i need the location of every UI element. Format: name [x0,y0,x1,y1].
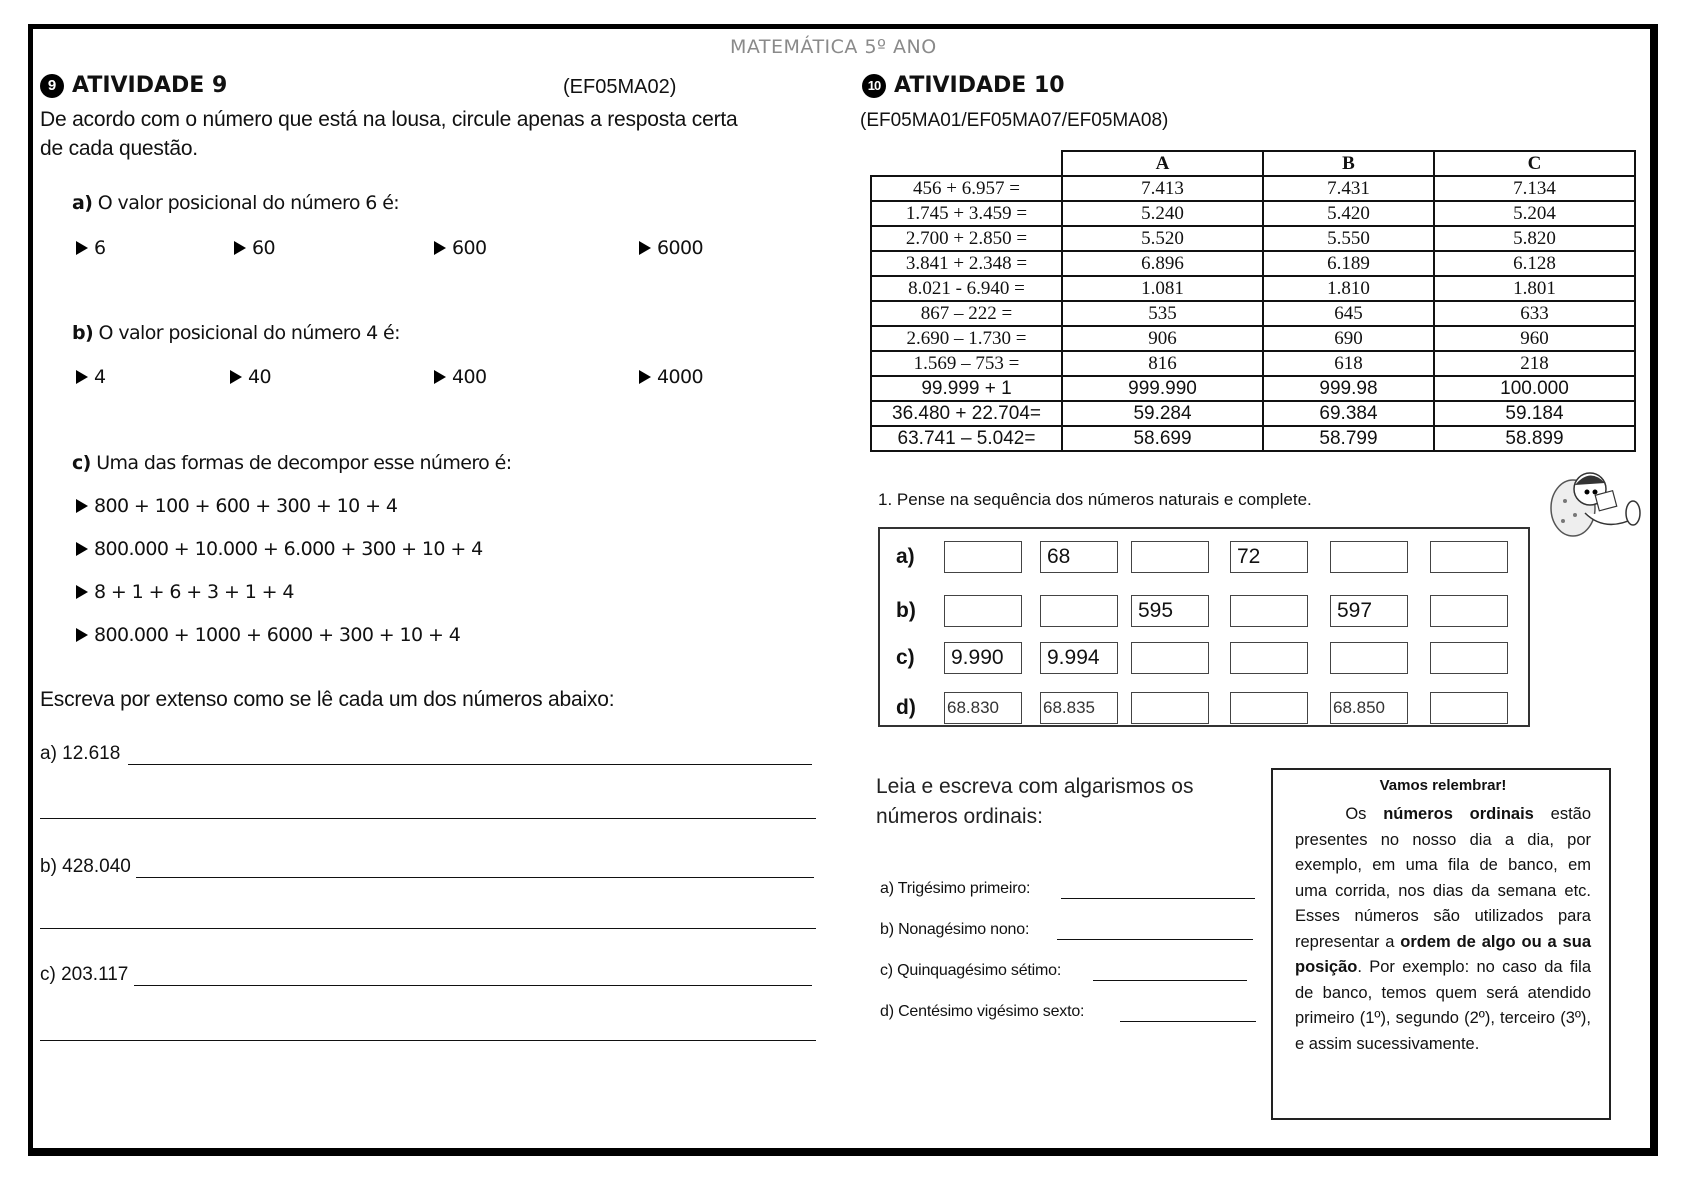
operation-cell: 3.841 + 2.348 = [871,251,1062,276]
ordinal-item-b-line[interactable] [1057,939,1253,940]
option-a-2[interactable]: 60 [234,237,275,259]
page-header: MATEMÁTICA 5º ANO [730,36,937,58]
sequence-title: 1. Pense na sequência dos números naturais e complete. [878,490,1312,509]
option-b-4[interactable]: 4000 [639,366,703,388]
operation-cell: 8.021 - 6.940 = [871,276,1062,301]
answer-cell-b[interactable]: 6.189 [1263,251,1434,276]
triangle-bullet-icon [76,499,88,513]
sequence-box [878,527,1530,727]
operation-cell: 2.700 + 2.850 = [871,226,1062,251]
sequence-row-label: a) [896,545,915,568]
operation-cell: 1.745 + 3.459 = [871,201,1062,226]
reminder-text: Os números ordinais estão presentes no nosso dia a dia, por exemplo, em uma fila de banco, em uma corrida, nos dias da semana etc. Esses números são utilizados para representar a ordem de algo ou a sua posição. Por exemplo: no caso da fila de banco, temos quem será atendido primeiro (1º), segundo (2º), terceiro (3º), e assim sucessivamente. [1295,805,1592,1053]
ordinal-item-d: d) Centésimo vigésimo sexto: [880,1003,1085,1020]
ordinal-item-b: b) Nonagésimo nono: [880,921,1030,938]
ordinals-intro-line2: números ordinais: [876,805,1043,828]
answer-cell-c[interactable]: 633 [1434,301,1635,326]
question-a-letter: a) [72,192,93,214]
reminder-box [1271,768,1611,1120]
ordinals-intro [876,772,1193,832]
sequence-cell-blank[interactable] [1131,642,1209,674]
sequence-cell-given: 72 [1230,541,1308,573]
write-item-b-line-1[interactable] [136,877,814,878]
activity-9-title [40,73,227,98]
question-c-letter: c) [72,452,91,474]
operation-cell: 99.999 + 1 [871,376,1062,401]
operation-cell: 2.690 – 1.730 = [871,326,1062,351]
triangle-bullet-icon [76,585,88,599]
write-item-b-label: b) 428.040 [40,856,131,877]
sequence-row-label: b) [896,599,916,622]
activity-9-code: (EF05MA02) [563,76,677,98]
triangle-bullet-icon [434,370,446,384]
table-row [871,326,1635,351]
answer-cell-b[interactable]: 999.98 [1263,376,1434,401]
triangle-bullet-icon [76,370,88,384]
sequence-cell-given: 68.835 [1040,692,1118,724]
sequence-cell-blank[interactable] [1430,642,1508,674]
answer-cell-b[interactable]: 645 [1263,301,1434,326]
operations-table [870,150,1636,452]
activity-10-title [862,73,1065,98]
option-b-3[interactable]: 400 [434,366,486,388]
answer-cell-a[interactable]: 5.240 [1062,201,1263,226]
answer-cell-b[interactable]: 1.810 [1263,276,1434,301]
table-header-c: C [1434,151,1635,176]
number-9-icon: 9 [40,74,64,98]
sequence-cell-given: 9.994 [1040,642,1118,674]
table-row [871,376,1635,401]
question-a-text: O valor posicional do número 6 é: [97,192,400,214]
answer-cell-c[interactable]: 218 [1434,351,1635,376]
sequence-cell-given: 68.830 [944,692,1022,724]
ordinal-item-a: a) Trigésimo primeiro: [880,880,1031,897]
sequence-cell-blank[interactable] [1430,692,1508,724]
option-b-2[interactable]: 40 [230,366,271,388]
table-row [871,301,1635,326]
triangle-bullet-icon [76,241,88,255]
triangle-bullet-icon [76,628,88,642]
answer-cell-a[interactable]: 906 [1062,326,1263,351]
option-b-1[interactable]: 4 [76,366,106,388]
sequence-cell-blank[interactable] [1230,692,1308,724]
write-item-a-line-1[interactable] [128,764,812,765]
answer-cell-b[interactable]: 69.384 [1263,401,1434,426]
answer-cell-c[interactable]: 59.184 [1434,401,1635,426]
ordinal-item-d-line[interactable] [1120,1021,1256,1022]
sequence-cell-given: 597 [1330,595,1408,627]
sequence-cell-given: 9.990 [944,642,1022,674]
answer-cell-c[interactable]: 7.134 [1434,176,1635,201]
answer-cell-b[interactable]: 5.420 [1263,201,1434,226]
answer-cell-c[interactable]: 6.128 [1434,251,1635,276]
write-item-c-line-2[interactable] [40,1040,816,1041]
ordinal-item-c-line[interactable] [1093,980,1247,981]
sequence-cell-blank[interactable] [944,541,1022,573]
answer-cell-c[interactable]: 1.801 [1434,276,1635,301]
answer-cell-a[interactable]: 6.896 [1062,251,1263,276]
triangle-bullet-icon [234,241,246,255]
question-b [72,322,400,344]
operation-cell: 456 + 6.957 = [871,176,1062,201]
operation-cell: 867 – 222 = [871,301,1062,326]
question-c [72,452,512,474]
reminder-bold-2: ordem de algo ou a sua posição [1295,932,1591,976]
option-a-1[interactable]: 6 [76,237,106,259]
sequence-cell-given: 595 [1131,595,1209,627]
table-row [871,176,1635,201]
answer-cell-b[interactable]: 58.799 [1263,426,1434,451]
cartoon-boy-reading-icon [1545,463,1645,543]
triangle-bullet-icon [639,370,651,384]
table-header-a: A [1062,151,1263,176]
activity-9-title-text: ATIVIDADE 9 [72,73,228,98]
sequence-cell-blank[interactable] [1430,541,1508,573]
ordinal-item-c: c) Quinquagésimo sétimo: [880,962,1062,979]
triangle-bullet-icon [76,542,88,556]
sequence-cell-blank[interactable] [944,595,1022,627]
write-item-b-line-2[interactable] [40,928,816,929]
triangle-bullet-icon [230,370,242,384]
reminder-bold-1: números ordinais [1383,805,1534,823]
operation-cell: 63.741 – 5.042= [871,426,1062,451]
sequence-cell-given: 68 [1040,541,1118,573]
answer-cell-b[interactable]: 7.431 [1263,176,1434,201]
activity-9-instruction-line1: De acordo com o número que está na lousa, circule apenas a resposta certa [40,108,738,131]
ordinal-item-a-line[interactable] [1061,898,1255,899]
sequence-cell-given: 68.850 [1330,692,1408,724]
answer-cell-c[interactable]: 5.204 [1434,201,1635,226]
table-row [871,401,1635,426]
table-row [871,251,1635,276]
sequence-row [880,539,1528,579]
answer-cell-b[interactable]: 618 [1263,351,1434,376]
sequence-cell-blank[interactable] [1040,595,1118,627]
table-row [871,226,1635,251]
write-item-a-line-2[interactable] [40,818,816,819]
option-a-4[interactable]: 6000 [639,237,703,259]
sequence-row [880,640,1528,680]
write-item-c-label: c) 203.117 [40,964,129,985]
table-header-blank [871,151,1062,176]
triangle-bullet-icon [639,241,651,255]
write-instruction: Escreva por extenso como se lê cada um dos números abaixo: [40,688,615,711]
reminder-title: Vamos relembrar! [1379,777,1507,794]
option-c-1[interactable]: 800 + 100 + 600 + 300 + 10 + 4 [76,495,397,517]
option-a-3[interactable]: 600 [434,237,486,259]
activity-10-title-text: ATIVIDADE 10 [894,73,1065,98]
table-header-b: B [1263,151,1434,176]
sequence-cell-blank[interactable] [1230,642,1308,674]
operation-cell: 36.480 + 22.704= [871,401,1062,426]
sequence-cell-blank[interactable] [1330,642,1408,674]
table-row [871,201,1635,226]
question-b-text: O valor posicional do número 4 é: [98,322,400,344]
answer-cell-a[interactable]: 1.081 [1062,276,1263,301]
answer-cell-b[interactable]: 5.550 [1263,226,1434,251]
answer-cell-a[interactable]: 59.284 [1062,401,1263,426]
answer-cell-c[interactable]: 5.820 [1434,226,1635,251]
answer-cell-b[interactable]: 690 [1263,326,1434,351]
table-header-row [871,151,1635,176]
question-a [72,192,399,214]
sequence-cell-blank[interactable] [1230,595,1308,627]
sequence-cell-blank[interactable] [1131,541,1209,573]
answer-cell-c[interactable]: 960 [1434,326,1635,351]
activity-10-code: (EF05MA01/EF05MA07/EF05MA08) [860,110,1169,131]
answer-cell-a[interactable]: 5.520 [1062,226,1263,251]
sequence-cell-blank[interactable] [1330,541,1408,573]
operation-cell: 1.569 – 753 = [871,351,1062,376]
number-10-icon: 10 [862,74,886,98]
sequence-row-label: d) [896,696,916,719]
option-c-3[interactable]: 8 + 1 + 6 + 3 + 1 + 4 [76,581,294,603]
option-c-4[interactable]: 800.000 + 1000 + 6000 + 300 + 10 + 4 [76,624,460,646]
answer-cell-a[interactable]: 999.990 [1062,376,1263,401]
answer-cell-a[interactable]: 816 [1062,351,1263,376]
answer-cell-a[interactable]: 535 [1062,301,1263,326]
triangle-bullet-icon [434,241,446,255]
table-row [871,351,1635,376]
write-item-c-line-1[interactable] [134,985,812,986]
sequence-row [880,593,1528,633]
answer-cell-a[interactable]: 7.413 [1062,176,1263,201]
table-row [871,276,1635,301]
sequence-row-label: c) [896,646,915,669]
question-b-letter: b) [72,322,94,344]
ordinals-intro-line1: Leia e escreva com algarismos os [876,775,1194,798]
sequence-row [880,690,1528,730]
answer-cell-a[interactable]: 58.699 [1062,426,1263,451]
write-item-a-label: a) 12.618 [40,743,121,764]
question-c-text: Uma das formas de decompor esse número é: [96,452,512,474]
answer-cell-c[interactable]: 100.000 [1434,376,1635,401]
activity-9-instruction-line2: de cada questão. [40,137,198,160]
table-row [871,426,1635,451]
sequence-cell-blank[interactable] [1131,692,1209,724]
option-c-2[interactable]: 800.000 + 10.000 + 6.000 + 300 + 10 + 4 [76,538,483,560]
sequence-cell-blank[interactable] [1430,595,1508,627]
answer-cell-c[interactable]: 58.899 [1434,426,1635,451]
